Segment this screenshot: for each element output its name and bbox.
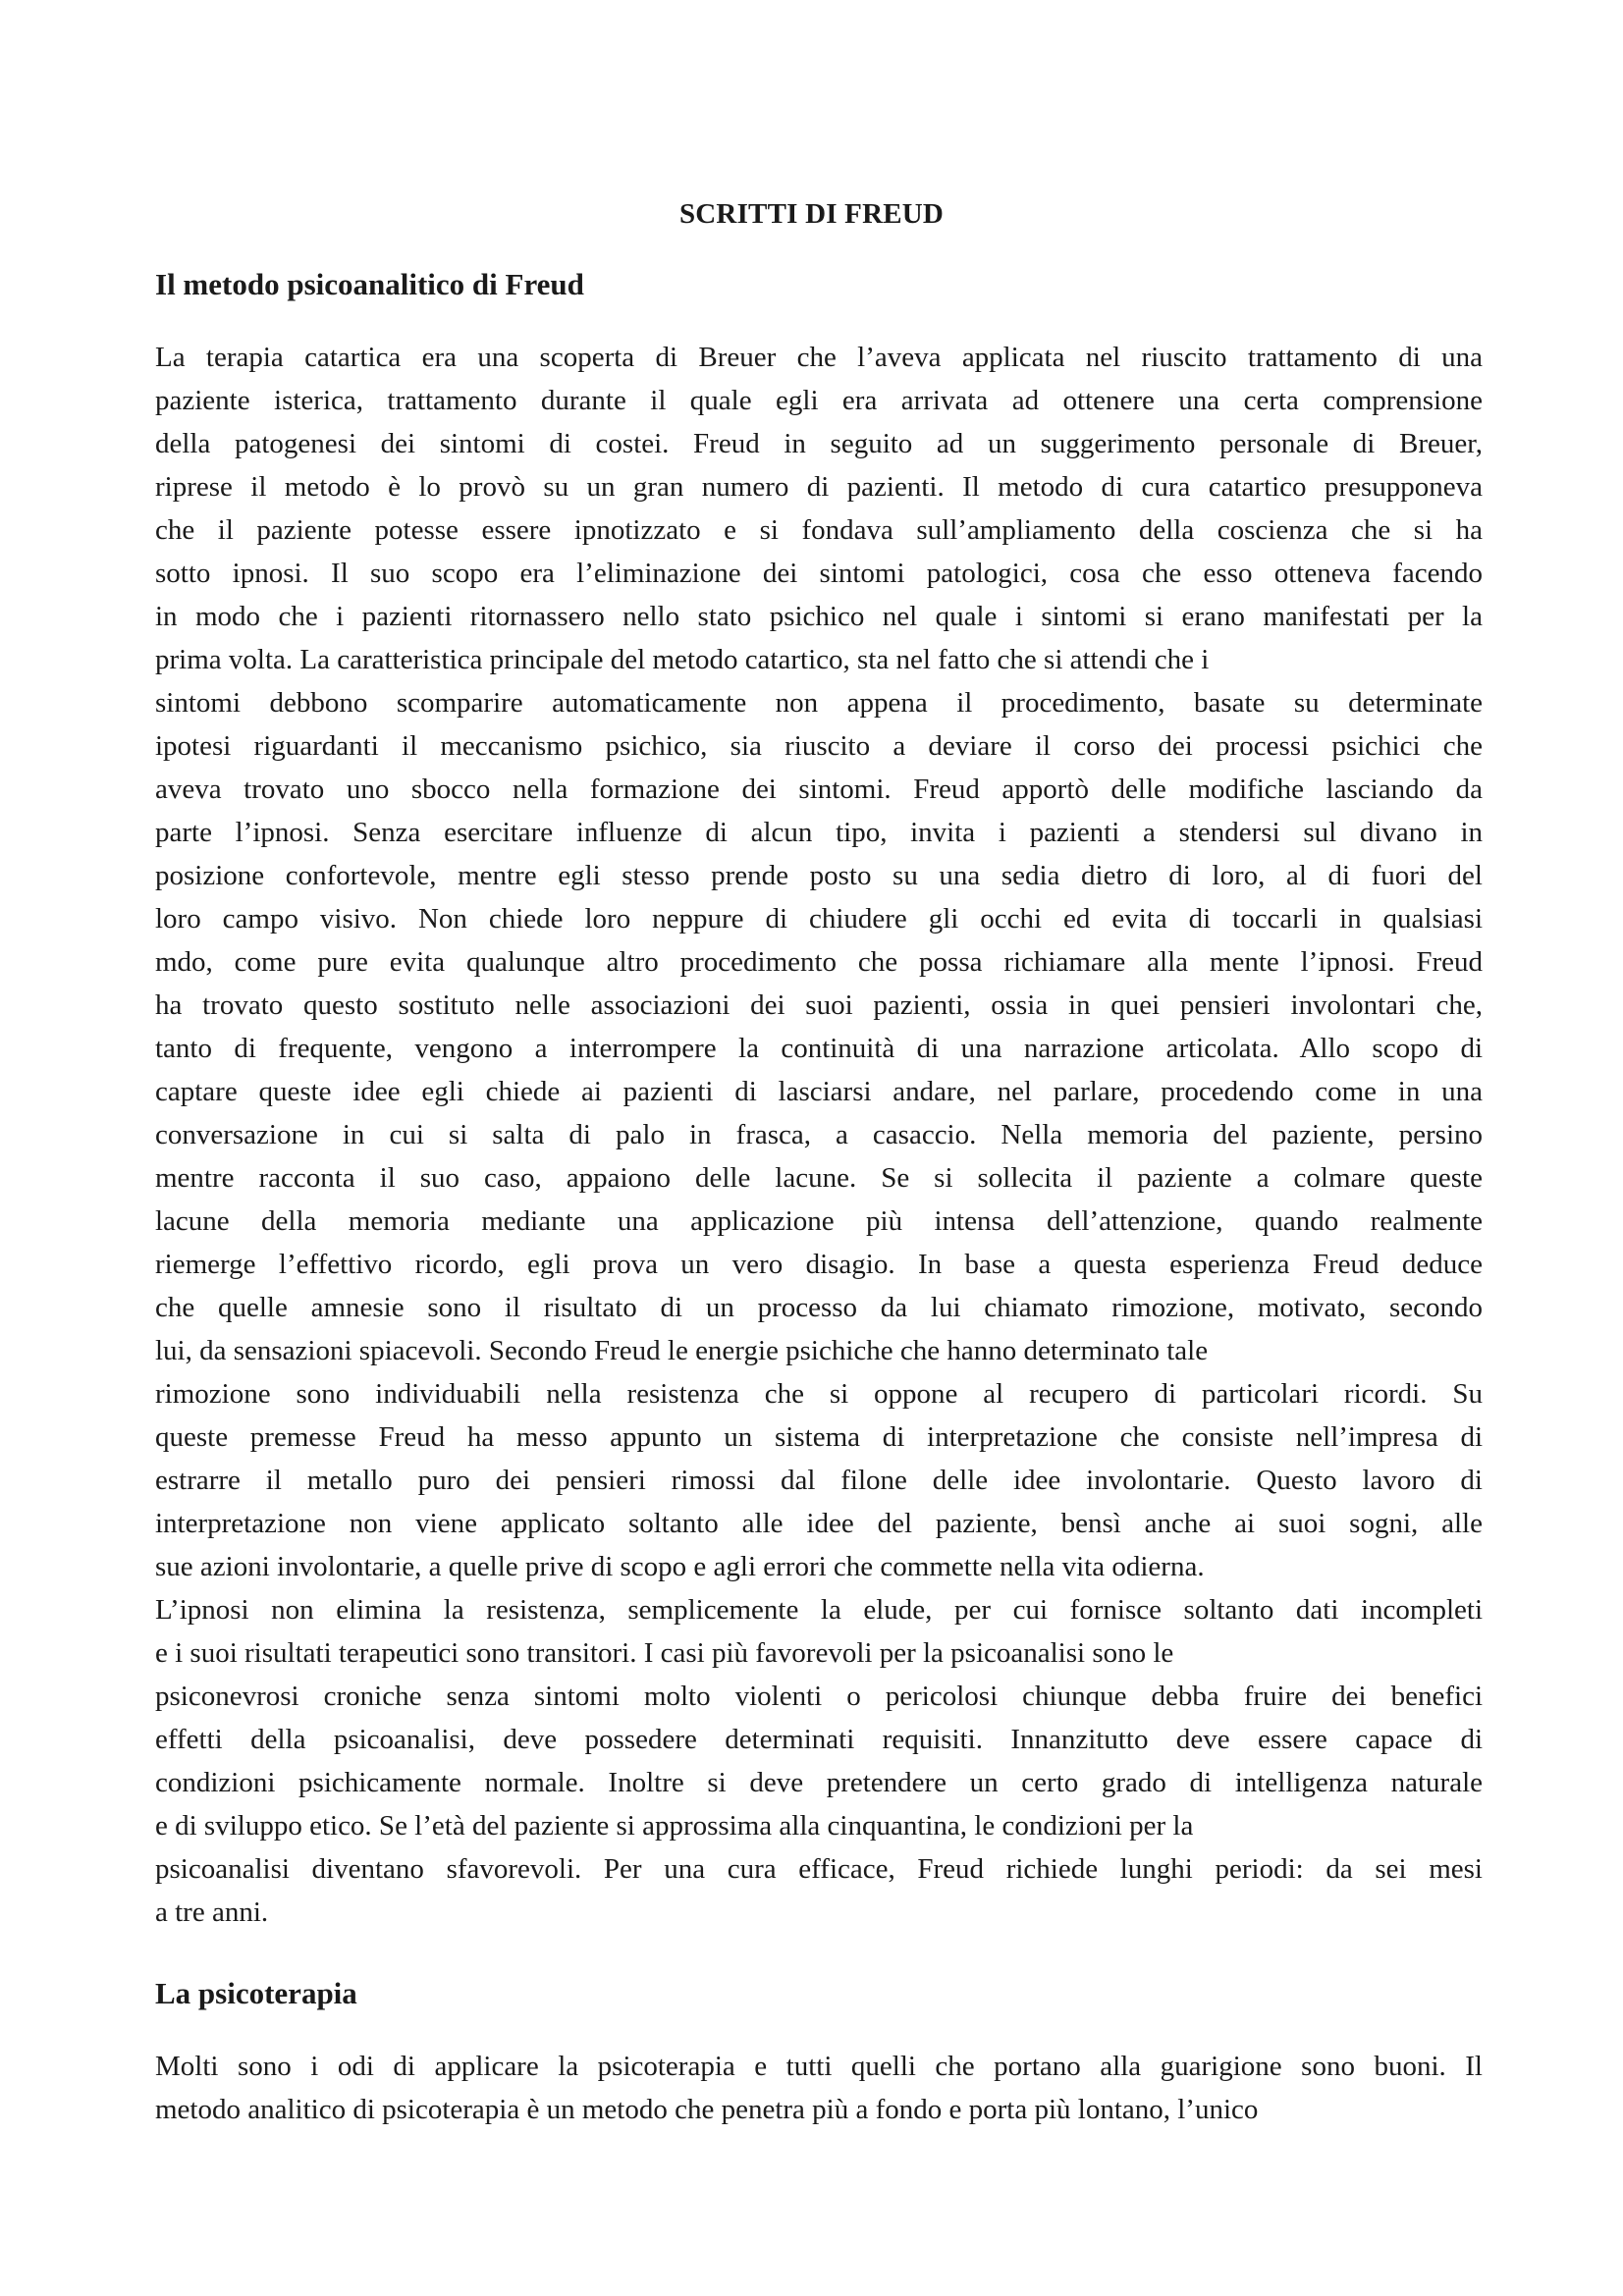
text-line: a tre anni. (155, 1896, 269, 1928)
text-line: metodo analitico di psicoterapia è un metodo che penetra più a fondo e porta più lontano, l’unico (155, 2094, 1259, 2125)
text-line: estrarre il metallo puro dei pensieri rimossi dal filone delle idee involontarie. Questo lavoro di (155, 1465, 1483, 1496)
text-line: interpretazione non viene applicato soltanto alle idee del paziente, bensì anche ai suoi sogni, alle (155, 1508, 1483, 1539)
text-line: Molti sono i odi di applicare la psicoterapia e tutti quelli che portano alla guarigione sono buoni. Il (155, 2051, 1483, 2082)
text-line: lui, da sensazioni spiacevoli. Secondo Freud le energie psichiche che hanno determinato tale (155, 1335, 1209, 1366)
text-line: L’ipnosi non elimina la resistenza, semplicemente la elude, per cui fornisce soltanto dati incompleti (155, 1594, 1483, 1626)
text-line: condizioni psichicamente normale. Inoltre si deve pretendere un certo grado di intelligenza naturale (155, 1767, 1483, 1798)
text-line: lacune della memoria mediante una applicazione più intensa dell’attenzione, quando realmente (155, 1205, 1483, 1237)
text-line: mentre racconta il suo caso, appaiono delle lacune. Se si sollecita il paziente a colmare queste (155, 1162, 1483, 1194)
text-line: della patogenesi dei sintomi di costei. Freud in seguito ad un suggerimento personale di Breuer, (155, 428, 1483, 459)
text-line: sue azioni involontarie, a quelle prive di scopo e agli errori che commette nella vita odierna. (155, 1551, 1205, 1582)
text-line: riemerge l’effettivo ricordo, egli prova un vero disagio. In base a questa esperienza Freud deduce (155, 1249, 1483, 1280)
text-line: psiconevrosi croniche senza sintomi molto violenti o pericolosi chiunque debba fruire dei benefici (155, 1681, 1483, 1712)
text-line: e i suoi risultati terapeutici sono transitori. I casi più favorevoli per la psicoanalisi sono le (155, 1637, 1174, 1669)
paragraph-psicoterapia (155, 2045, 1483, 2131)
text-line: paziente isterica, trattamento durante il quale egli era arrivata ad ottenere una certa comprensione (155, 385, 1483, 416)
text-line: che quelle amnesie sono il risultato di un processo da lui chiamato rimozione, motivato, secondo (155, 1292, 1483, 1323)
text-line: La terapia catartica era una scoperta di Breuer che l’aveva applicata nel riuscito trattamento di una (155, 342, 1483, 373)
text-line: effetti della psicoanalisi, deve possedere determinati requisiti. Innanzitutto deve essere capace di (155, 1724, 1483, 1755)
document-title: SCRITTI DI FREUD (678, 198, 945, 230)
text-line: aveva trovato uno sbocco nella formazione dei sintomi. Freud apportò delle modifiche lasciando da (155, 774, 1483, 805)
text-line: che il paziente potesse essere ipnotizzato e si fondava sull’ampliamento della coscienza che si ha (155, 514, 1483, 546)
text-line: mdo, come pure evita qualunque altro procedimento che possa richiamare alla mente l’ipnosi. Freud (155, 946, 1483, 978)
text-line: prima volta. La caratteristica principale del metodo catartico, sta nel fatto che si attendi che i (155, 644, 1210, 675)
text-line: sotto ipnosi. Il suo scopo era l’eliminazione dei sintomi patologici, cosa che esso otteneva facendo (155, 558, 1483, 589)
text-line: queste premesse Freud ha messo appunto un sistema di interpretazione che consiste nell’impresa di (155, 1421, 1483, 1453)
text-line: ha trovato questo sostituto nelle associazioni dei suoi pazienti, ossia in quei pensieri involontari che, (155, 989, 1483, 1021)
text-line: in modo che i pazienti ritornassero nello stato psichico nel quale i sintomi si erano manifestati per la (155, 601, 1483, 632)
paragraph-metodo-psicoanalitico (155, 336, 1483, 1934)
section-heading-metodo-psicoanalitico: Il metodo psicoanalitico di Freud (155, 267, 584, 301)
text-line: e di sviluppo etico. Se l’età del paziente si approssima alla cinquantina, le condizioni per la (155, 1810, 1194, 1842)
section-heading-psicoterapia: La psicoterapia (155, 1976, 357, 2010)
text-line: riprese il metodo è lo provò su un gran numero di pazienti. Il metodo di cura catartico presupponeva (155, 471, 1483, 503)
text-line: loro campo visivo. Non chiede loro neppure di chiudere gli occhi ed evita di toccarli in qualsiasi (155, 903, 1483, 934)
text-line: psicoanalisi diventano sfavorevoli. Per una cura efficace, Freud richiede lunghi periodi: da sei mesi (155, 1853, 1483, 1885)
text-line: posizione confortevole, mentre egli stesso prende posto su una sedia dietro di loro, al di fuori del (155, 860, 1483, 891)
text-line: parte l’ipnosi. Senza esercitare influenze di alcun tipo, invita i pazienti a stendersi sul divano in (155, 817, 1483, 848)
text-line: captare queste idee egli chiede ai pazienti di lasciarsi andare, nel parlare, procedendo come in una (155, 1076, 1483, 1107)
text-line: rimozione sono individuabili nella resistenza che si oppone al recupero di particolari ricordi. Su (155, 1378, 1483, 1410)
text-line: conversazione in cui si salta di palo in frasca, a casaccio. Nella memoria del paziente, persino (155, 1119, 1483, 1150)
text-line: ipotesi riguardanti il meccanismo psichico, sia riuscito a deviare il corso dei processi psichici che (155, 730, 1483, 762)
text-line: tanto di frequente, vengono a interrompere la continuità di una narrazione articolata. Allo scopo di (155, 1033, 1483, 1064)
text-line: sintomi debbono scomparire automaticamente non appena il procedimento, basate su determinate (155, 687, 1483, 719)
